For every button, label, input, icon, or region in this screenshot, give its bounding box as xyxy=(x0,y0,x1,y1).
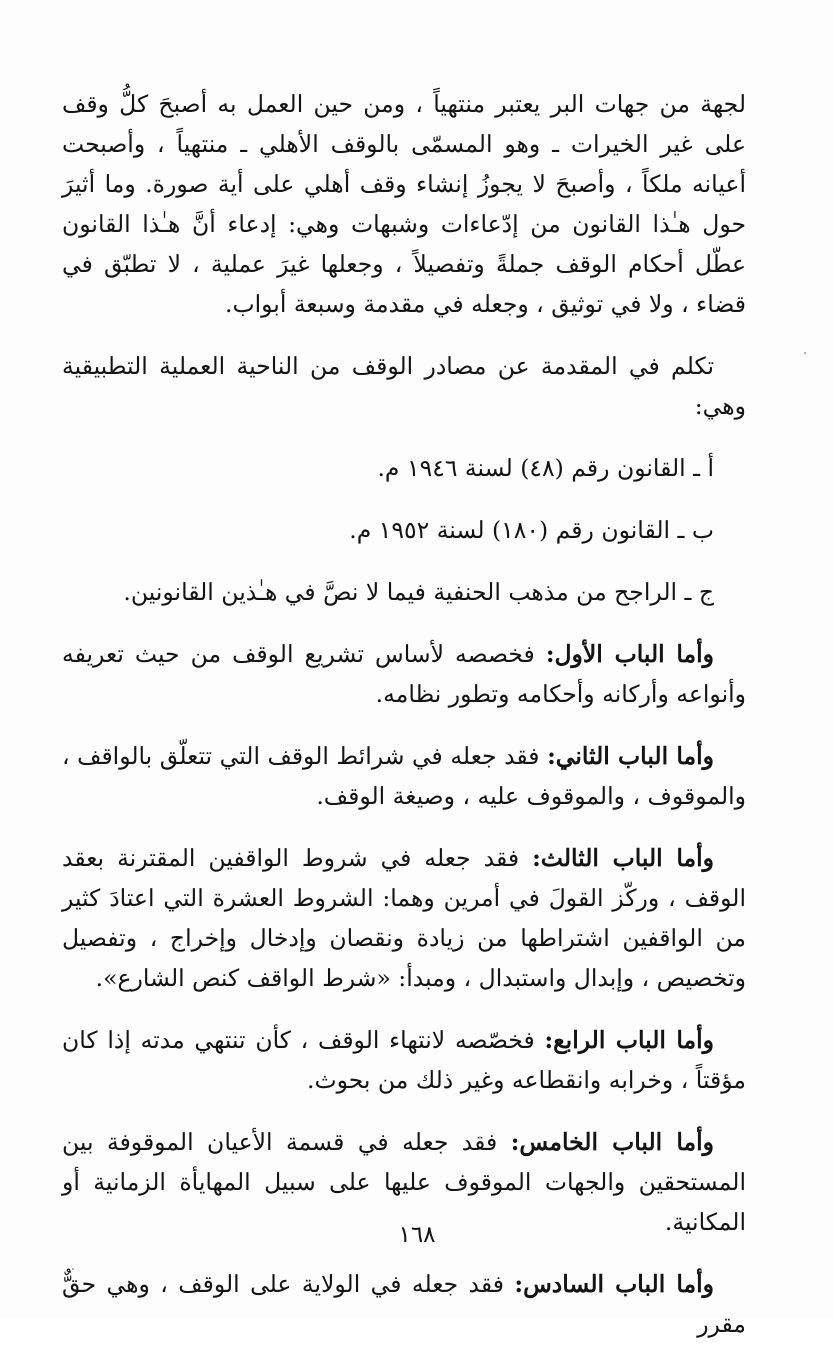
paragraph-text: لجهة من جهات البر يعتبر منتهياً ، ومن حين العمل به أصبحَ كلُّ وقف على غير الخيرات ـ وهو المسمّى بالوقف الأهلي ـ منتهياً ، وأصبحت أعيانه ملكاً ، وأصبحَ لا يجوزُ إنشاء وقف أهلي على أية صورة. وما أثيرَ حول هـٰذا القانون من إدّعاءات وشبهات وهي: إدعاء أنَّ هـٰذا القانون عطّل أحكام الوقف جملةً وتفصيلاً ، وجعلها غيرَ عملية ، لا تطبّق في قضاء ، ولا في توثيق ، وجعله في مقدمة وسبعة أبواب. xyxy=(62,90,746,318)
list-item-text: ب ـ القانون رقم (١٨٠) لسنة ١٩٥٢ م. xyxy=(349,516,714,544)
paragraph-text: فقد جعله في قسمة الأعيان الموقوفة بين المستحقين والجهات الموقوف عليها على سبيل المهايأة الزمانية أو المكانية. xyxy=(62,1128,746,1236)
chapter-heading: وأما الباب الثاني: xyxy=(547,742,714,770)
paragraph-continuation xyxy=(62,84,746,324)
paragraph-chapter-6 xyxy=(62,1264,746,1344)
paragraph-chapter-2 xyxy=(62,736,746,816)
paragraph-text: فقد جعله في شروط الواقفين المقترنة بعقد الوقف ، وركّز القولَ في أمرين وهما: الشروط العشرة التي اعتادَ كثير من الواقفين اشتراطها من زيادة ونقصان وإدخال وإخراج ، وتفصيل وتخصيص ، وإبدال واستبدال ، ومبدأ: «شرط الواقف كنص الشارع». xyxy=(62,844,746,992)
paragraph-chapter-4 xyxy=(62,1020,746,1100)
paragraph-chapter-1 xyxy=(62,634,746,714)
chapter-heading: وأما الباب الأول: xyxy=(545,640,714,668)
page-number: ١٦٨ xyxy=(398,1222,436,1248)
body-text xyxy=(62,84,746,1366)
paragraph-text: فقد جعله في شرائط الوقف التي تتعلّق بالواقف ، والموقوف ، والموقوف عليه ، وصيغة الوقف. xyxy=(62,742,746,810)
paragraph-text: فقد جعله في الولاية على الوقف ، وهي حقٌّ مقرر xyxy=(62,1270,746,1338)
paragraph-text: فخصصه لأساس تشريع الوقف من حيث تعريفه وأنواعه وأركانه وأحكامه وتطور نظامه. xyxy=(62,640,746,708)
list-item-c xyxy=(62,572,746,612)
chapter-heading: وأما الباب الثالث: xyxy=(532,844,714,872)
scan-speck xyxy=(804,352,806,354)
paragraph-chapter-3 xyxy=(62,838,746,998)
chapter-heading: وأما الباب الخامس: xyxy=(510,1128,715,1156)
paragraph-text: فخصّصه لانتهاء الوقف ، كأن تنتهي مدته إذا كان مؤقتاً ، وخرابه وانقطاعه وغير ذلك من بحوث. xyxy=(62,1026,746,1094)
chapter-heading: وأما الباب السادس: xyxy=(514,1270,714,1298)
list-item-text: ج ـ الراجح من مذهب الحنفية فيما لا نصَّ في هـٰذين القانونين. xyxy=(123,578,714,606)
list-item-text: أ ـ القانون رقم (٤٨) لسنة ١٩٤٦ م. xyxy=(377,454,714,482)
chapter-heading: وأما الباب الرابع: xyxy=(544,1026,714,1054)
paragraph-introduction-sources xyxy=(62,346,746,426)
paragraph-text: تكلم في المقدمة عن مصادر الوقف من الناحية العملية التطبيقية وهي: xyxy=(62,352,746,420)
list-item-a xyxy=(62,448,746,488)
list-item-b xyxy=(62,510,746,550)
